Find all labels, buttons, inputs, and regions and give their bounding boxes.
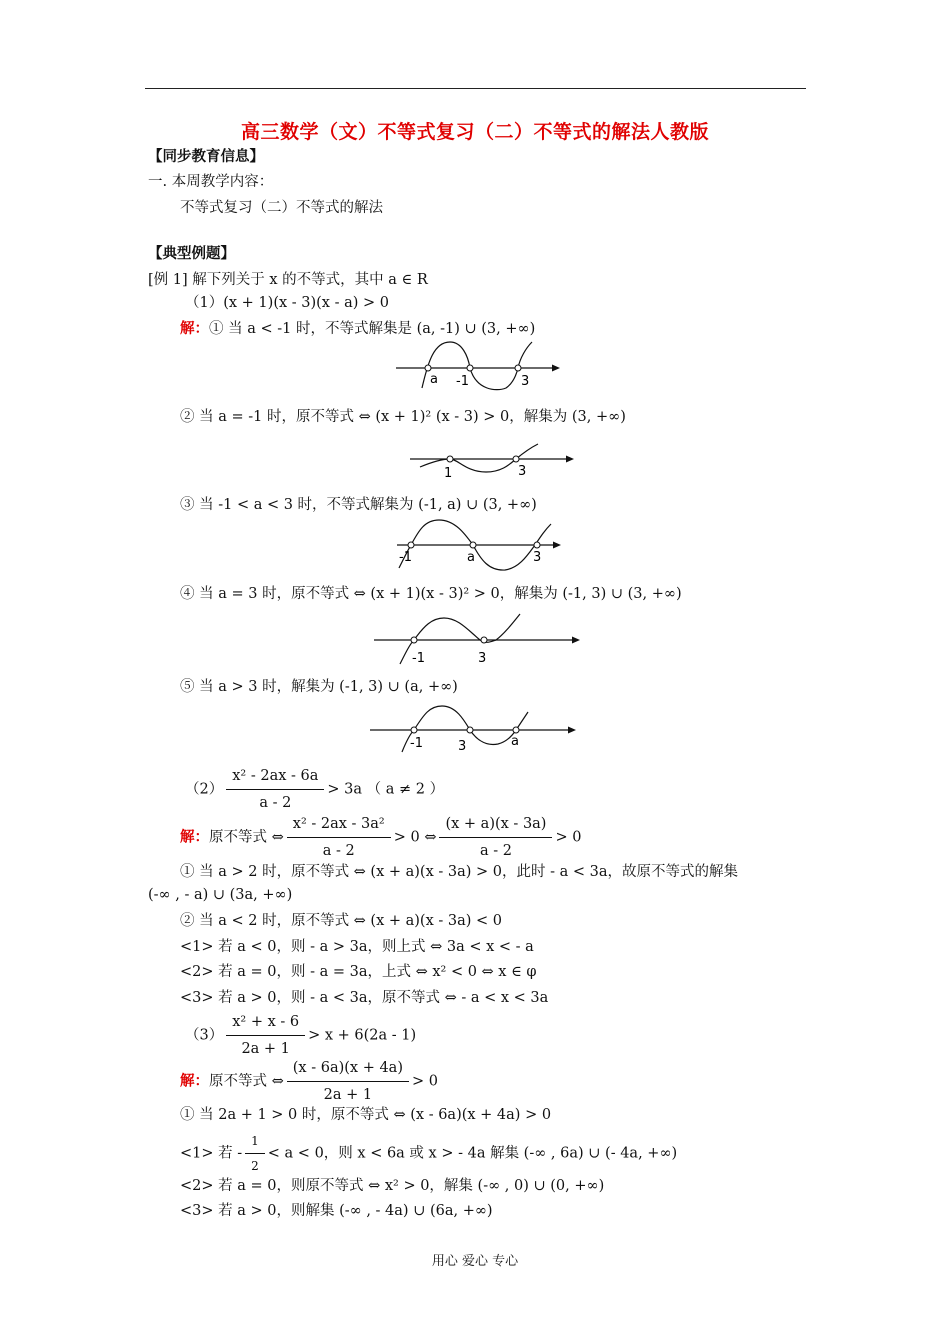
root-marker (425, 365, 431, 371)
root-marker (470, 542, 476, 548)
p2-sub1: <1> 若 a < 0，则 - a > 3a，则上式 ⇔ 3a < x < - a (180, 939, 534, 955)
example1-statement: [例 1] 解下列关于 x 的不等式，其中 a ∈ R (148, 272, 428, 288)
arrow-head (568, 727, 576, 734)
top-rule (145, 88, 806, 89)
p2-fraction-2 (439, 813, 552, 862)
p1-problem (185, 293, 389, 313)
p3-fraction (226, 1011, 305, 1060)
p2-case2: ② 当 a < 2 时，原不等式 ⇔ (x + a)(x - 3a) < 0 (180, 913, 503, 929)
p1-label: （1） (185, 295, 224, 311)
fraction-denominator: a - 2 (322, 843, 355, 859)
root-label: -1 (456, 374, 469, 389)
p2-sub2: <2> 若 a = 0，则 - a = 3a，上式 ⇔ x² < 0 ⇔ x ∈ φ (180, 964, 537, 980)
p3-sub1-text: < a < 0，则 x < 6a 或 x > - 4a 解集 (-∞ , 6a) ∪ (- 4a, +∞) (267, 1145, 678, 1162)
root-label: a (511, 734, 519, 749)
p2-solution-line (180, 813, 581, 862)
root-label: a (467, 550, 475, 565)
root-marker (467, 365, 473, 371)
root-label: 3 (533, 550, 542, 565)
arrow-head (566, 456, 574, 463)
sign-graph-5 (366, 702, 582, 754)
root-marker (513, 456, 519, 462)
sign-graph-3 (393, 516, 565, 574)
p3-rhs: > x + 6(2a - 1) (308, 1027, 417, 1044)
fraction-numerator: 1 (245, 1131, 265, 1154)
root-marker (534, 542, 540, 548)
root-label: 3 (458, 739, 467, 754)
page-footer: 用心 爱心 专心 (431, 1254, 519, 1269)
sign-graph-4 (370, 612, 586, 666)
p3-sub3: <3> 若 a > 0，则解集 (-∞ , - 4a) ∪ (6a, +∞) (180, 1203, 493, 1219)
week-content-label: 一. 本周教学内容： (148, 174, 274, 190)
p1-case4: ④ 当 a = 3 时，原不等式 ⇔ (x + 1)(x - 3)² > 0，解集为 (-1, 3) ∪ (3, +∞) (180, 586, 682, 602)
p2-fraction (226, 765, 324, 814)
p2-fraction-1 (287, 813, 391, 862)
p3-problem (185, 1011, 416, 1060)
p3-case1: ① 当 2a + 1 > 0 时，原不等式 ⇔ (x - 6a)(x + 4a) > 0 (180, 1107, 552, 1123)
section-examples-heading: 【典型例题】 (148, 245, 235, 262)
root-label: -1 (410, 736, 423, 751)
arrow-head (552, 365, 560, 372)
root-marker (481, 637, 487, 643)
p1-inequality: (x + 1)(x - 3)(x - a) > 0 (223, 295, 390, 311)
p3-solution-line (180, 1057, 438, 1106)
week-content: 不等式复习（二）不等式的解法 (180, 200, 383, 216)
p3-sub1-prefix: <1> 若 - (180, 1145, 243, 1162)
p1-case3: ③ 当 -1 < a < 3 时，不等式解集为 (-1, a) ∪ (3, +∞) (180, 497, 537, 513)
root-label: -1 (412, 651, 425, 666)
fraction-numerator: x² - 2ax - 3a² (287, 813, 391, 838)
page-title: 高三数学（文）不等式复习（二）不等式的解法人教版 (240, 121, 709, 143)
root-label: 3 (478, 651, 487, 666)
arrow-head (553, 542, 561, 549)
p2-rhs: > 3a （ a ≠ 2 ） (327, 781, 445, 798)
p1-case2: ② 当 a = -1 时，原不等式 ⇔ (x + 1)² (x - 3) > 0，解集为 (3, +∞) (180, 409, 626, 425)
p2-eq-end: > 0 (555, 829, 582, 846)
p1-case5: ⑤ 当 a > 3 时，解集为 (-1, 3) ∪ (a, +∞) (180, 679, 458, 695)
root-marker (411, 637, 417, 643)
p2-eq-prefix: 原不等式 ⇔ (209, 829, 284, 846)
p1-case1-text: ① 当 a < -1 时，不等式解集是 (a, -1) ∪ (3, +∞) (209, 321, 536, 337)
p2-case1-solution: (-∞ , - a) ∪ (3a, +∞) (148, 887, 293, 903)
fraction-numerator: x² - 2ax - 6a (226, 765, 324, 790)
root-marker (447, 456, 453, 462)
p2-problem (185, 765, 444, 814)
fraction-denominator: 2a + 1 (241, 1041, 290, 1057)
section-sync-heading: 【同步教育信息】 (148, 148, 264, 165)
root-label: a (430, 372, 438, 387)
p3-sub1 (180, 1131, 677, 1176)
p3-eq-prefix: 原不等式 ⇔ (209, 1073, 284, 1090)
fraction-numerator: (x - 6a)(x + 4a) (287, 1057, 409, 1082)
p2-eq-mid: > 0 ⇔ (393, 829, 437, 846)
fraction-numerator: (x + a)(x - 3a) (439, 813, 552, 838)
solution-label: 解： (180, 320, 209, 337)
root-label: -1 (399, 550, 412, 565)
p2-label: （2） (185, 781, 224, 798)
solution-label: 解： (180, 1072, 209, 1090)
fraction-denominator: 2 (251, 1159, 259, 1173)
root-marker (467, 727, 473, 733)
sign-graph-1 (392, 336, 564, 392)
p2-case1: ① 当 a > 2 时，原不等式 ⇔ (x + a)(x - 3a) > 0，此时 - a < 3a，故原不等式的解集 (180, 864, 739, 880)
fraction-denominator: a - 2 (479, 843, 512, 859)
p2-sub3: <3> 若 a > 0，则 - a < 3a，原不等式 ⇔ - a < x < 3a (180, 990, 549, 1006)
p3-sub1-fraction (245, 1131, 265, 1176)
root-marker (411, 727, 417, 733)
p3-label: （3） (185, 1027, 224, 1044)
p3-eq-end: > 0 (411, 1073, 438, 1090)
root-marker (513, 727, 519, 733)
root-marker (408, 542, 414, 548)
fraction-denominator: 2a + 1 (323, 1087, 373, 1103)
sign-graph-2 (406, 440, 578, 482)
p3-fraction-1 (287, 1057, 409, 1106)
p3-sub2: <2> 若 a = 0，则原不等式 ⇔ x² > 0，解集 (-∞ , 0) ∪ (0, +∞) (180, 1178, 605, 1194)
fraction-denominator: a - 2 (259, 795, 292, 811)
fraction-numerator: x² + x - 6 (226, 1011, 305, 1036)
root-marker (515, 365, 521, 371)
root-label: 3 (518, 464, 527, 479)
solution-label: 解： (180, 828, 209, 846)
arrow-head (572, 637, 580, 644)
root-label: 3 (521, 374, 530, 389)
root-label: 1 (444, 466, 453, 481)
